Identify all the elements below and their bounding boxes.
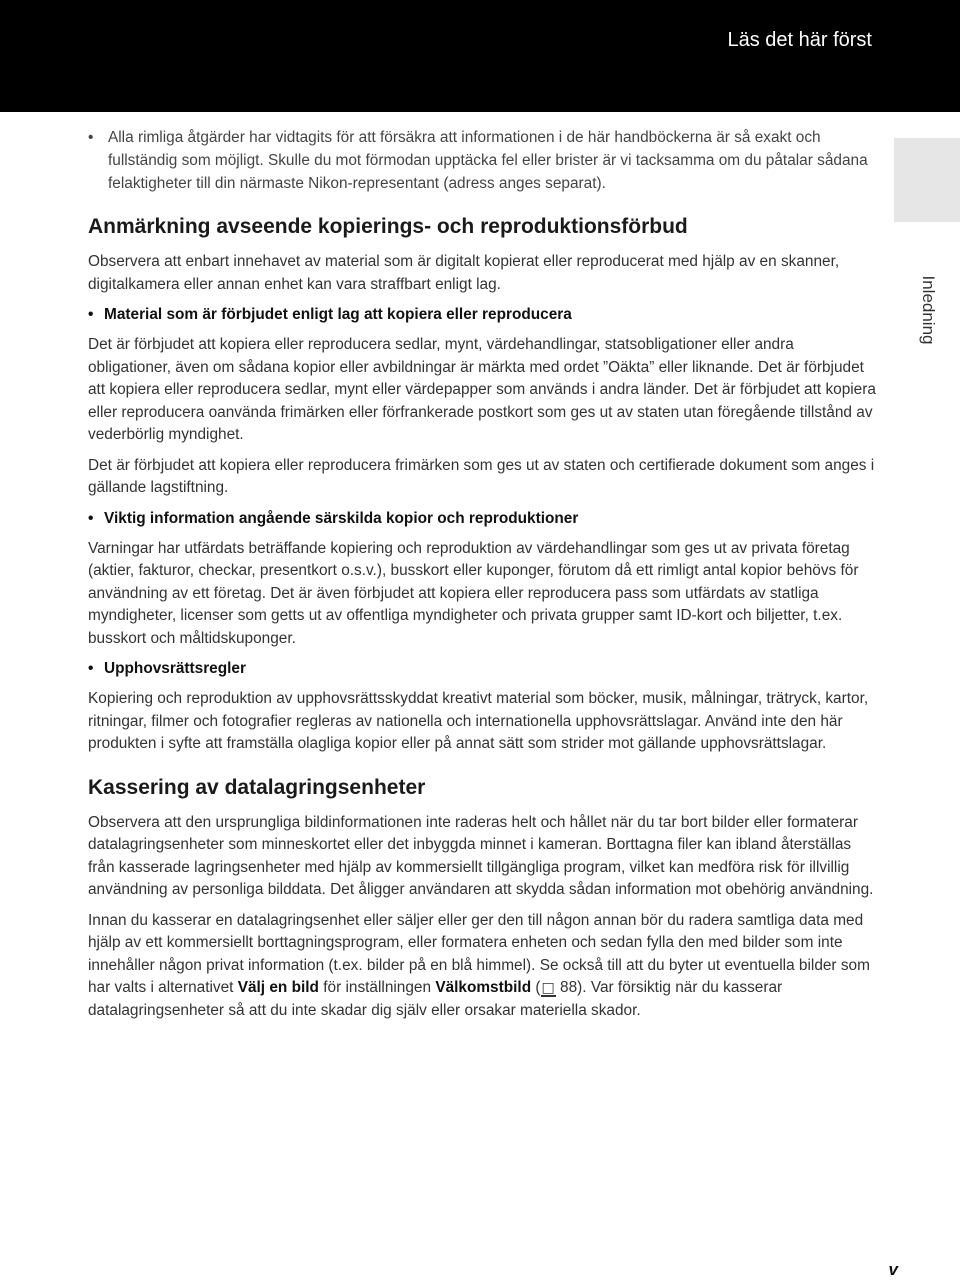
bullet-icon: • — [88, 129, 94, 146]
page-header-title: Läs det här först — [727, 29, 872, 51]
sub-heading-text: Upphovsrättsregler — [104, 660, 246, 677]
bullet-icon: • — [88, 509, 94, 527]
section-tab — [894, 138, 960, 222]
menu-option-select-image: Välj en bild — [237, 979, 319, 996]
intro-bullet-text: Alla rimliga åtgärder har vidtagits för att försäkra att informationen i de här handböckerna är så exakt och fullständig som möjligt. Skulle du mot förmodan upptäcka fel eller brister är vi tacksamma om du påtalar sådana felaktigheter till din närmaste Nikon-representant (adress anges separat). — [108, 129, 868, 192]
text-run: ( — [531, 979, 541, 996]
section-heading-disposal: Kassering av datalagringsenheter — [88, 775, 426, 799]
menu-option-welcome-screen: Välkomstbild — [435, 979, 532, 996]
intro-bullet — [88, 126, 878, 195]
page-number: v — [888, 1260, 898, 1279]
paragraph: Det är förbjudet att kopiera eller reproducera frimärken som ges ut av staten och certifierade dokument som anges i gällande lagstiftning. — [88, 456, 875, 496]
bullet-icon: • — [88, 306, 94, 323]
paragraph: Det är förbjudet att kopiera eller reproducera sedlar, mynt, värdehandlingar, statsobligationer eller andra obligationer, även om sådana kopior eller avbildningar är märkta med ordet ”Oäkta” eller liknande. Det är förbjudet att kopiera eller reproducera sedlar, mynt eller värdepapper som används i andra länder. Det är förbjudet att kopiera eller reproducera oanvända frimärken eller förfrankerade postkort som ges ut av staten utan föregående tillstånd av vederbörlig myndighet. — [88, 336, 876, 443]
book-icon: □ — [541, 980, 555, 996]
sub-heading-text: Material som är förbjudet enligt lag att kopiera eller reproducera — [104, 306, 572, 323]
text-run: ). Var försiktig när du kasserar datalagringsenheter så att du inte skadar dig själv eller orsakar materiella skador. — [88, 979, 783, 1019]
paragraph-disposal-instructions — [88, 910, 878, 1023]
section-intro-paragraph: Observera att enbart innehavet av material som är digitalt kopierat eller reproducerat med hjälp av en skanner, digitalkamera eller annan enhet kan vara straffbart enligt lag. — [88, 253, 840, 293]
sub-heading-special-copies — [88, 508, 878, 530]
bullet-icon: • — [88, 660, 94, 677]
paragraph: Observera att den ursprungliga bildinformationen inte raderas helt och hållet när du tar bort bilder eller formaterar datalagringsenheter som minneskortet eller det inbyggda minnet i kameran. Borttagna filer kan ibland återställas från kasserade lagringsenheter med hjälp av kommersiellt tillgängliga program, vilket kan medföra risk för illvillig användning av personliga bilddata. Det åligger användaren att skydda sådan information mot obehörig användning. — [88, 813, 874, 898]
page-reference[interactable]: 88 — [555, 979, 578, 996]
sub-heading-text: Viktig information angående särskilda kopior och reproduktioner — [104, 509, 579, 527]
page-content — [88, 126, 878, 1030]
sub-heading-copyright — [88, 658, 878, 680]
paragraph: Kopiering och reproduktion av upphovsrättsskyddat kreativt material som böcker, musik, målningar, trätryck, kartor, ritningar, filmer och fotografier regleras av nationella och internationella upphovsrättslagar. Använd inte den här produkten i syfte att framställa olagliga kopior eller på annat sätt som strider mot gällande upphovsrättslagar. — [88, 690, 869, 752]
section-tab-label: Inledning — [919, 275, 938, 345]
section-heading-copy-prohibition: Anmärkning avseende kopierings- och reproduktionsförbud — [88, 215, 688, 238]
header-bar — [0, 0, 960, 112]
text-run: Innan du kasserar en datalagringsenhet eller säljer eller ger den till någon annan bör du radera samtliga data med hjälp av ett kommersiellt borttagningsprogram, eller formatera enheten och sedan fylla den med bilder som inte innehåller någon privat information (t.ex. bilder på en blå himmel). Se också till att du byter ut eventuella bilder som har valts i alternativet — [88, 911, 870, 996]
paragraph: Varningar har utfärdats beträffande kopiering och reproduktion av värdehandlingar som ges ut av privata företag (aktier, fakturor, checkar, presentkort o.s.v.), busskort eller kuponger, förutom då ett rimligt antal kopior behövs för användning av ett företag. Det är även förbjudet att kopiera eller reproducera pass som utfärdats av statliga myndigheter, licenser som getts ut av offentliga myndigheter och privata grupper samt ID-kort och biljetter, t.ex. busskort och måltidskuponger. — [88, 539, 859, 647]
text-run: för inställningen — [318, 979, 436, 996]
sub-heading-prohibited-material — [88, 304, 878, 326]
